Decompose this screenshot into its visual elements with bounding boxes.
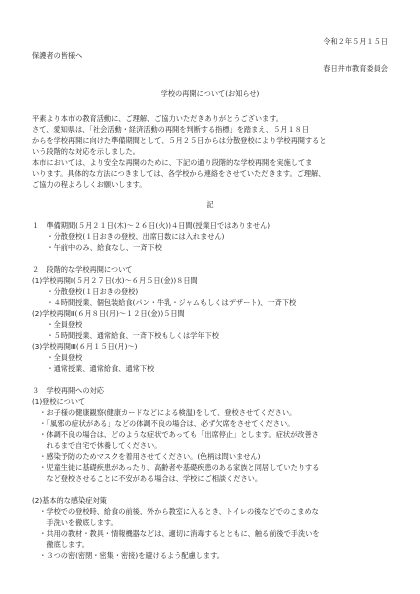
details-section <box>32 220 388 561</box>
ki-heading: 記 <box>206 200 214 209</box>
sender: 春日井市教育委員会 <box>323 64 388 73</box>
spacer <box>32 374 388 385</box>
intro-line: 本市においては、より安全な再開のために、下記の通り段階的な学校再開を実施してま <box>32 158 313 167</box>
spacer <box>32 484 388 495</box>
detail-line: ・通常授業、通常給食、通常下校 <box>32 364 155 373</box>
intro-line: いります。具体的な方法につきましては、各学校から連絡をさせていただきます。ご理解、 <box>32 169 326 178</box>
issue-date: 令和２年５月１５日 <box>323 37 388 46</box>
detail-line: ・３つの密(密閉・密集・密接)を避けるよう配慮します。 <box>32 551 224 560</box>
detail-line: ・お子様の健康観察(健康カードなどによる検温)をして、登校させてください。 <box>32 408 297 417</box>
detail-line: ・児童生徒に基礎疾患があったり、高齢者や基礎疾患のある家族と同居していたりする <box>32 463 320 472</box>
detail-line: ・全員登校 <box>32 353 83 362</box>
page-title: 学校の再開について(お知らせ) <box>160 89 260 98</box>
intro-line: からを学校再開に向けた準備期間として、５月２５日からは分散登校により学校再開すると <box>32 136 327 145</box>
detail-line: ・学校での登校時、給食の前後、外から教室に入るとき、トイレの後などでのこまめな <box>32 507 319 516</box>
detail-line: １ 準備期間(５月２１日(木)～２６日(火))４日間(授業日ではありません) <box>32 221 271 230</box>
recipient: 保護者の皆様へ <box>32 51 83 60</box>
intro-line: 平素より本市の教育活動に、ご理解、ご協力いただきありがとうございます。 <box>32 114 283 123</box>
detail-line: など登校させることに不安がある場合は、学校にご相談ください。 <box>32 474 263 483</box>
detail-line: (1)学校再開Ⅰ(５月２７日(水)～６月５日(金))８日間 <box>32 276 198 285</box>
detail-line: ・４時間授業、個包装給食(パン・牛乳・ジャムもしくはデザート)、一斉下校 <box>32 298 297 307</box>
detail-line: ・分散登校(１日おきの登校、出席日数には入れません) <box>32 232 225 241</box>
detail-line: (1)登校について <box>32 397 86 406</box>
intro-line: さて、愛知県は、「社会活動・経済活動の再開を判断する指標」を踏まえ、５月１８日 <box>32 125 310 134</box>
intro-line: いう段階的な対応を示しました。 <box>32 147 140 156</box>
detail-line: ・分散登校(１日おきの登校) <box>32 287 139 296</box>
detail-line: ・全員登校 <box>32 320 83 329</box>
detail-line: れるまで自宅で休養してください。 <box>32 441 162 450</box>
spacer <box>32 253 388 264</box>
detail-line: ・感染予防のためマスクを着用させてください。(色柄は問いません) <box>32 452 261 461</box>
detail-line: 徹底します。 <box>32 540 89 549</box>
intro-section <box>32 113 388 190</box>
detail-line: ・共用の教材・教具・情報機器などは、適切に消毒するとともに、触る前後で手洗いを <box>32 529 320 538</box>
detail-line: ３ 学校再開への対応 <box>32 386 104 395</box>
detail-line: (3)学校再開Ⅲ(６月１５日(月)～) <box>32 342 138 351</box>
detail-line: (2)学校再開Ⅱ(６月８日(月)～１２日(金))５日間 <box>32 309 185 318</box>
intro-line: ご協力の程よろしくお願いします。 <box>32 180 147 189</box>
detail-line: ２ 段階的な学校再開について <box>32 265 133 274</box>
detail-line: ・午前中のみ、給食なし、一斉下校 <box>32 243 162 252</box>
detail-line: ・体調不良の場合は、どのような症状であっても「出席停止」とします。症状が改善さ <box>32 430 319 439</box>
detail-line: ・「風邪の症状がある」などの体調不良の場合は、必ず欠席をさせてください。 <box>32 419 295 428</box>
detail-line: 手洗いを徹底します。 <box>32 518 118 527</box>
detail-line: ・５時間授業、通常給食、一斉下校もしくは学年下校 <box>32 331 219 340</box>
detail-line: (2)基本的な感染症対策 <box>32 496 107 505</box>
